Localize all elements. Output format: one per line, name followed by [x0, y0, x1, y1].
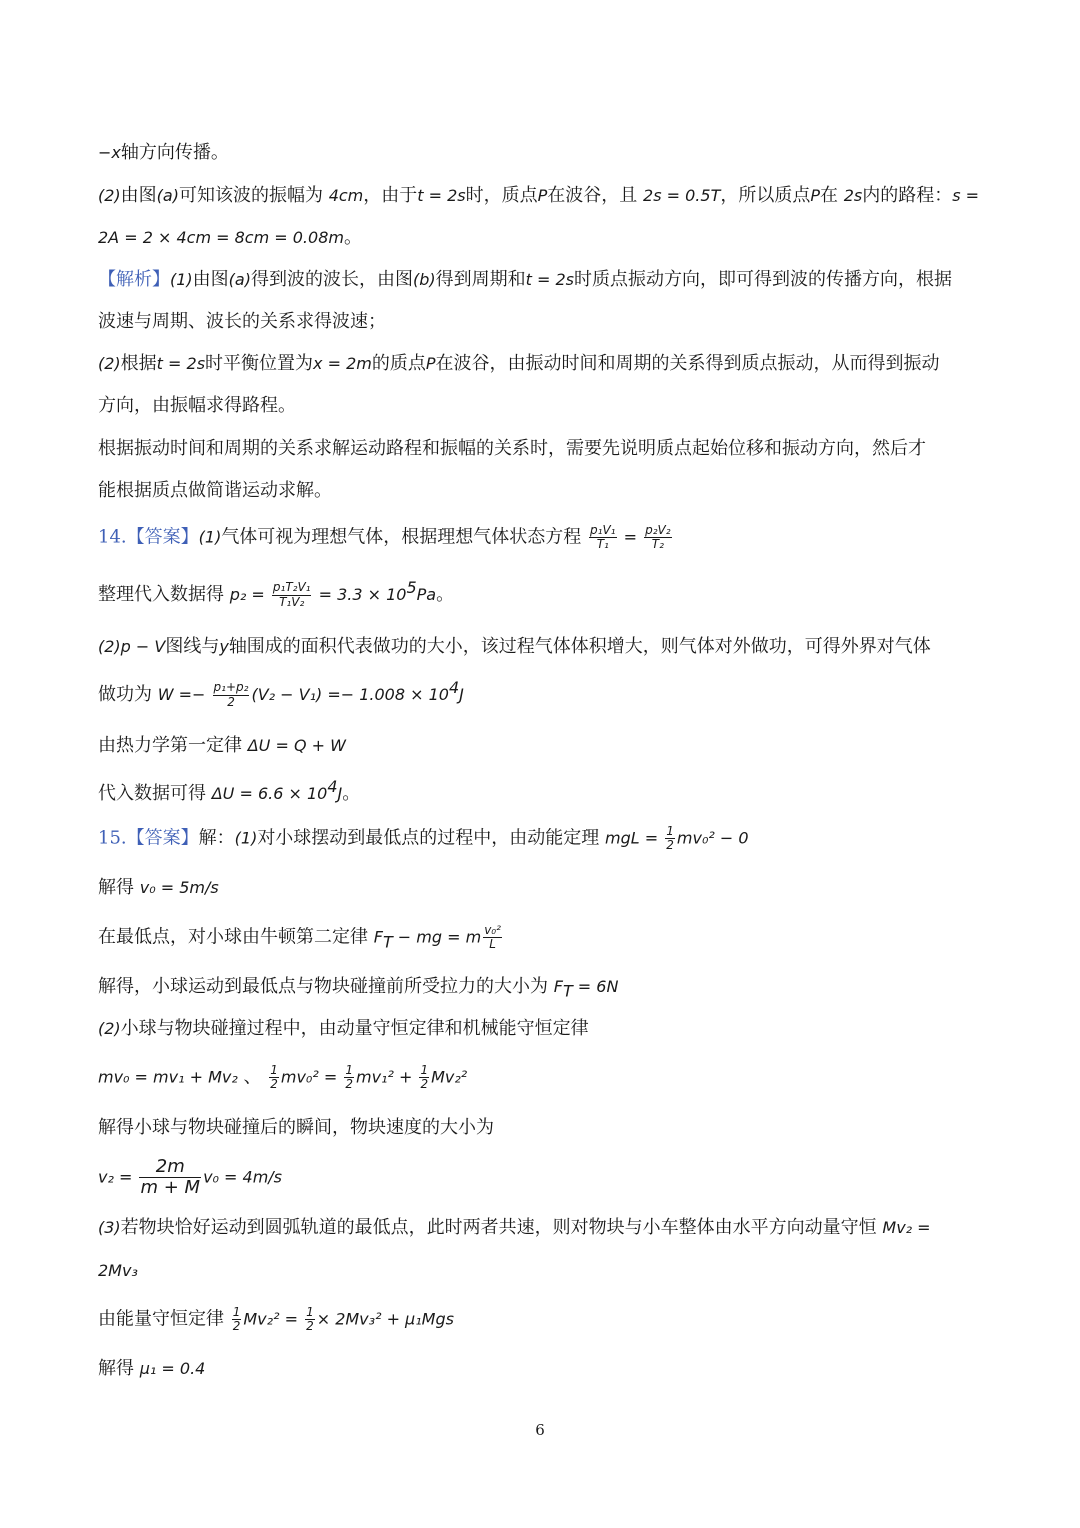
fraction: $\frac{\text{p₁T₂V₁}}{\text{T₁V₂}}$	[272, 580, 311, 609]
fraction: $\frac{1}{2}$	[345, 1063, 353, 1092]
text-line: (2)由图(a)可知该波的振幅为 4cm，由于t = 2s时，质点P在波谷，且 2s = 0.5T，所以质点P在 2s内的路程：s =	[98, 185, 980, 206]
fraction: $\frac{\text{v₀²}}{L}$	[484, 923, 501, 952]
fraction: $\frac{1}{2}$	[232, 1305, 241, 1334]
text-line: 解得小球与物块碰撞后的瞬间，物块速度的大小为	[98, 1117, 494, 1138]
text-line: (3)若物块恰好运动到圆弧轨道的最低点，此时两者共速，则对物块与小车整体由水平方向动量守恒 Mv₂ =	[98, 1217, 931, 1238]
text-line: 能根据质点做简谐运动求解。	[98, 480, 332, 501]
fraction: $\frac{\text{p₁V₁}}{\text{T₁}}$	[590, 523, 616, 552]
text-line: 方向，由振幅求得路程。	[98, 395, 296, 416]
answer-line-14: 14.【答案】(1)气体可视为理想气体，根据理想气体状态方程 $\frac{\text{p₁V₁}}{\text{T₁}}$ = $\frac{\text{p₂V₂}}{\text{T₂}}$	[98, 523, 671, 552]
page-number: 6	[535, 1421, 545, 1439]
text-line: 由热力学第一定律 ΔU = Q + W	[98, 735, 346, 756]
text-line: (2)小球与物块碰撞过程中，由动量守恒定律和机械能守恒定律	[98, 1018, 589, 1039]
text-line: (2)p − V图线与y轴围成的面积代表做功的大小，该过程气体体积增大，则气体对外做功，可得外界对气体	[98, 636, 931, 657]
text-line: 做功为 W =− $\frac{\text{p₁+p₂}}{2}$ $(V_2 - V_1) =- 1.008 \times 10^4J$	[98, 678, 464, 709]
text-line: v₂ = $\frac{2m}{m + M}$ v₀ = 4m/s	[98, 1156, 283, 1198]
text-line: (2)根据t = 2s时平衡位置为x = 2m的质点P在波谷，由振动时间和周期的关系得到质点振动，从而得到振动	[98, 353, 940, 374]
text-line: mv₀ = mv₁ + Mv₂ 、 $\frac{1}{2}$ mv₀² = $\frac{1}{2}$ mv₁² + $\frac{1}{2}$ Mv₂²	[98, 1063, 468, 1092]
fraction: $\frac{1}{2}$	[666, 824, 674, 853]
fraction: $\frac{2m}{m + M}$	[140, 1156, 201, 1198]
text-line: 由能量守恒定律 $\frac{1}{2}$ Mv₂² = $\frac{1}{2}$ × 2Mv₃² + μ₁Mgs	[98, 1305, 454, 1334]
answer-label: 15.【答案】	[98, 827, 199, 849]
text-line: −x轴方向传播。	[98, 142, 229, 163]
text-line: 在最低点，对小球由牛顿第二定律 $F_T$ − mg = m $\frac{\text{v₀²}}{L}$	[98, 923, 501, 952]
answer-label: 14.【答案】	[98, 526, 199, 548]
text-line: 解得 v₀ = 5m/s	[98, 877, 219, 898]
text-line: 根据振动时间和周期的关系求解运动路程和振幅的关系时，需要先说明质点起始位移和振动方向，然后才	[98, 438, 926, 459]
fraction: $\frac{1}{2}$	[270, 1063, 278, 1092]
text-line: 解得，小球运动到最低点与物块碰撞前所受拉力的大小为 $F_T = 6N$	[98, 976, 619, 1001]
fraction: $\frac{1}{2}$	[306, 1305, 314, 1334]
text-line: 代入数据可得 $\Delta U = 6.6 \times 10^4J$。	[98, 777, 361, 804]
analysis-line: 【解析】(1)由图(a)得到波的波长，由图(b)得到周期和t = 2s时质点振动方向，即可得到波的传播方向，根据	[98, 269, 952, 290]
fraction: $\frac{\text{p₂V₂}}{\text{T₂}}$	[645, 523, 671, 552]
text-line: 波速与周期、波长的关系求得波速；	[98, 311, 386, 332]
text-line: 2A = 2 × 4cm = 8cm = 0.08m。	[98, 227, 362, 248]
text-line: 解得 μ₁ = 0.4	[98, 1358, 206, 1379]
analysis-label: 【解析】	[98, 269, 170, 290]
text-line: 2Mv₃	[98, 1261, 138, 1280]
fraction: $\frac{1}{2}$	[420, 1063, 429, 1092]
fraction: $\frac{\text{p₁+p₂}}{2}$	[213, 680, 249, 709]
answer-line-15: 15.【答案】解：(1)对小球摆动到最低点的过程中，由动能定理 mgL = $\frac{1}{2}$ mv₀² − 0	[98, 824, 749, 853]
text-line: 整理代入数据得 p₂ = $\frac{\text{p₁T₂V₁}}{\text{T₁V₂}}$ = $3.3 \times 10^5Pa$。	[98, 578, 455, 609]
